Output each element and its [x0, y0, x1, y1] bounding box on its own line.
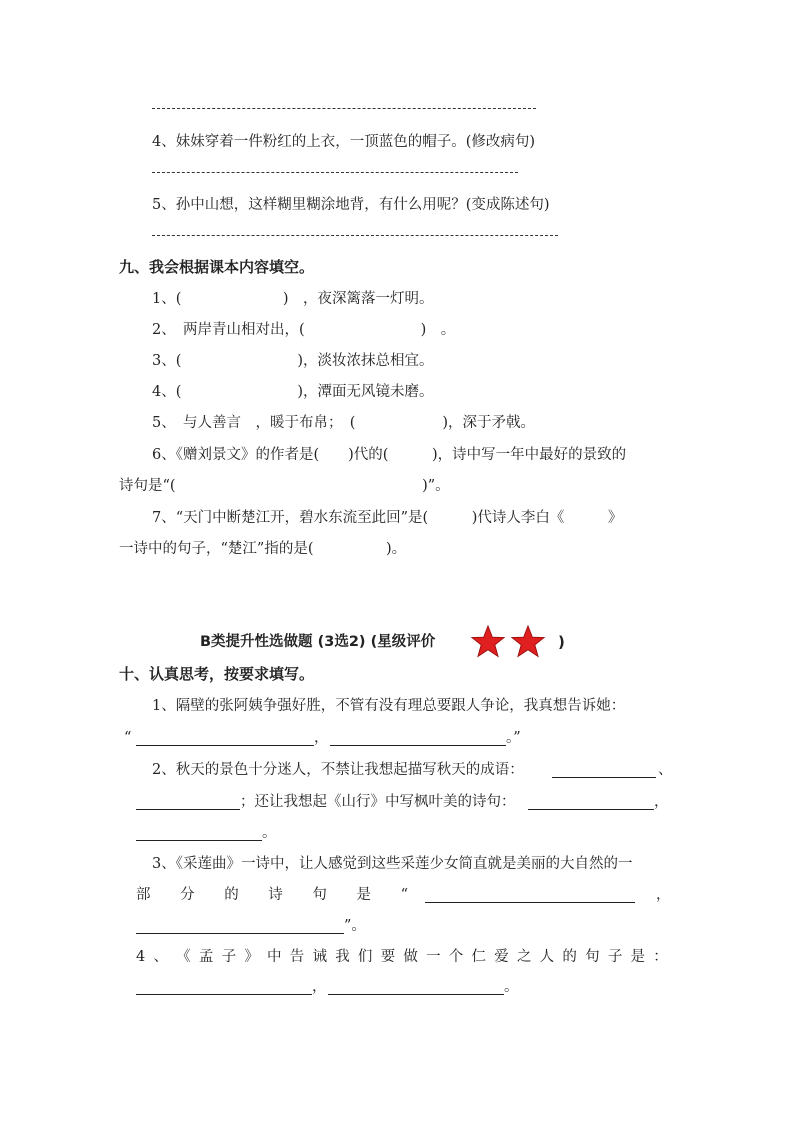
- s10-q2-text: 2、秋天的景色十分迷人，不禁让我想起描写秋天的成语：: [152, 762, 524, 778]
- s9-item-7a: 7、“天门中断楚江开，碧水东流至此回”是( )代诗人李白《 》: [152, 510, 623, 526]
- blank-q2-3: [528, 809, 654, 810]
- q3-char: 分: [180, 887, 195, 903]
- s10-q1-comma: ，: [314, 730, 329, 746]
- s9-item-7b: 一诗中的句子，“楚江”指的是( )。: [119, 541, 407, 557]
- blank-q2-2: [136, 809, 240, 810]
- q4-char: 个: [448, 949, 464, 965]
- s9-item-6b: 诗句是“( )”。: [119, 478, 450, 494]
- star-icon: [512, 626, 544, 656]
- s10-q1-text: 1、隔壁的张阿姨争强好胜，不管有没有理总要跟人争论，我真想告诉她：: [152, 698, 626, 714]
- s9-item-5: 5、 与人善言 ，暖于布帛； ( )，深于矛戟。: [152, 415, 536, 431]
- blank-q4-2: [328, 994, 504, 995]
- q4-char: 要: [380, 949, 396, 965]
- q3-char: “: [400, 887, 408, 903]
- q4-char: ：: [653, 949, 668, 965]
- q4-char: 4: [136, 949, 146, 965]
- q4-char: 孟: [198, 949, 214, 965]
- s10-q1-end: 。”: [506, 730, 521, 746]
- q4-char: 爱: [494, 949, 509, 965]
- q4-char: 之: [516, 949, 532, 965]
- s10-q2-text2: ；还让我想起《山行》中写枫叶美的诗句：: [240, 794, 516, 810]
- star-rating: [470, 625, 552, 659]
- section-10-title: 十、认真思考，按要求填写。: [119, 665, 315, 683]
- q3-char: 诗: [268, 887, 283, 903]
- q3-char: 句: [312, 887, 327, 903]
- s10-q3-line2: [136, 885, 408, 905]
- q4-char: 们: [357, 949, 373, 965]
- s10-q4-comma: ，: [312, 979, 327, 995]
- s10-q1-open: “: [124, 730, 132, 746]
- rewrite-q5: 5、孙中山想，这样糊里糊涂地背，有什么用呢？(变成陈述句): [152, 197, 550, 213]
- q4-char: 、: [153, 949, 168, 965]
- s10-q2-comma: ，: [654, 794, 669, 810]
- blank-q2-4: [136, 840, 262, 841]
- s9-item-3: 3、( )，淡妆浓抹总相宜。: [152, 353, 434, 369]
- blank-q3-2: [136, 933, 344, 934]
- answer-line-q5: [152, 235, 558, 236]
- q4-char: 诫: [312, 949, 327, 965]
- s9-item-2: 2、 两岸青山相对出，( ) 。: [152, 322, 456, 338]
- q4-char: 人: [539, 949, 555, 965]
- q4-char: 》: [244, 949, 259, 965]
- s9-item-4: 4、( )，潭面无风镜未磨。: [152, 384, 434, 400]
- q3-char: 的: [224, 887, 239, 903]
- star-icon: [472, 626, 504, 656]
- q4-char: 中: [267, 949, 282, 965]
- section-b-title: B类提升性选做题 (3选2) (星级评价: [200, 634, 436, 650]
- q4-char: 子: [221, 949, 237, 965]
- s9-item-1: 1、( ) ，夜深篱落一灯明。: [152, 291, 434, 307]
- q4-char: 《: [176, 949, 191, 965]
- s10-q3-end: ”。: [344, 918, 366, 934]
- q4-char: 句: [585, 949, 600, 965]
- blank-q3-1: [425, 902, 635, 903]
- q4-char: 仁: [471, 949, 487, 965]
- section-9-title: 九、我会根据课本内容填空。: [119, 258, 315, 276]
- s10-q2-end: 。: [262, 825, 277, 841]
- s9-item-6a: 6、《赠刘景文》的作者是( )代的( )，诗中写一年中最好的景致的: [152, 447, 627, 463]
- blank-q4-1: [136, 994, 312, 995]
- blank-q2-1: [552, 777, 656, 778]
- blank-q1-1: [136, 745, 314, 746]
- s10-q3-text: 3、《采莲曲》一诗中，让人感觉到这些采莲少女简直就是美丽的大自然的一: [152, 856, 633, 872]
- section-b-close: ): [558, 633, 565, 651]
- s10-q2-sep: 、: [658, 762, 673, 778]
- q3-char: 部: [136, 887, 151, 903]
- rewrite-q4: 4、妹妹穿着一件粉红的上衣，一顶蓝色的帽子。(修改病句): [152, 134, 536, 150]
- q4-char: 我: [335, 949, 350, 965]
- s10-q3-comma: ，: [656, 887, 671, 903]
- s10-q4-line1: [136, 947, 668, 967]
- q3-char: 是: [356, 887, 371, 903]
- answer-line-q3: [152, 108, 536, 109]
- q4-char: 是: [630, 949, 646, 965]
- q4-char: 做: [403, 949, 418, 965]
- q4-char: 的: [562, 949, 577, 965]
- s10-q4-end: 。: [504, 979, 519, 995]
- blank-q1-2: [330, 745, 506, 746]
- answer-line-q4: [152, 172, 518, 173]
- q4-char: 一: [426, 949, 441, 965]
- q4-char: 子: [607, 949, 623, 965]
- q4-char: 告: [289, 949, 305, 965]
